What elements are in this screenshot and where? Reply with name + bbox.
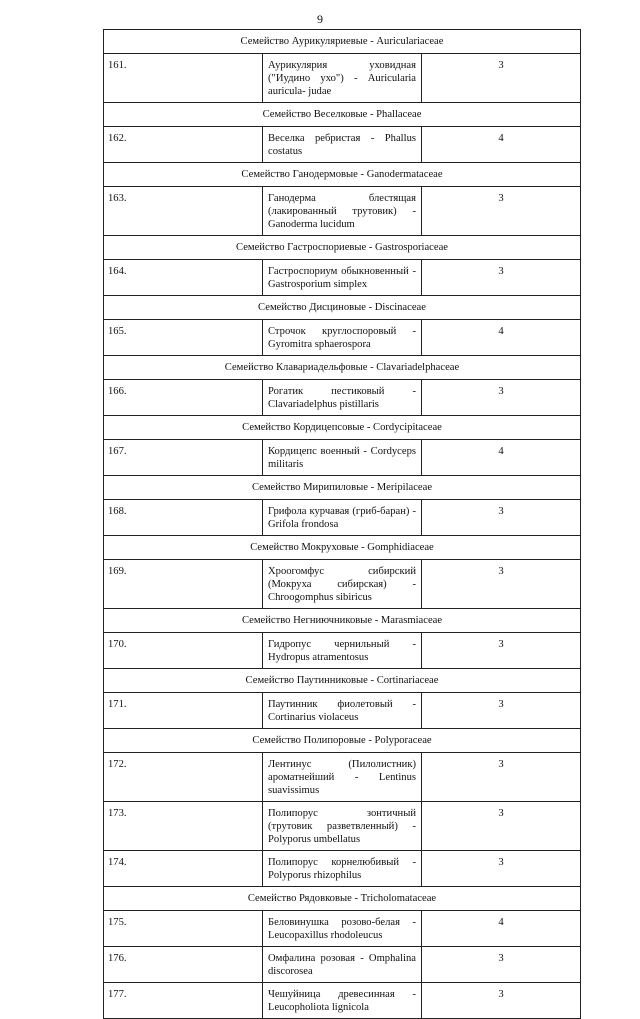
species-number: 163.	[104, 187, 263, 236]
species-name: Ганодерма блестящая (лакированный трутовик) - Ganoderma lucidum	[263, 187, 422, 236]
species-row	[104, 947, 581, 983]
species-category: 3	[422, 753, 581, 802]
species-number: 162.	[104, 127, 263, 163]
family-name: Семейство Рядовковые - Tricholomataceae	[104, 887, 581, 911]
species-category: 3	[422, 693, 581, 729]
family-name: Семейство Мокруховые - Gomphidiaceae	[104, 536, 581, 560]
family-name: Семейство Ганодермовые - Ganodermataceae	[104, 163, 581, 187]
family-header-row	[104, 103, 581, 127]
species-name: Грифола курчавая (гриб-баран) - Grifola frondosa	[263, 500, 422, 536]
species-number: 166.	[104, 380, 263, 416]
family-header-row	[104, 729, 581, 753]
species-category: 3	[422, 54, 581, 103]
species-number: 169.	[104, 560, 263, 609]
species-name: Кордицепс военный - Cordyceps militaris	[263, 440, 422, 476]
family-header-row	[104, 669, 581, 693]
species-table	[103, 29, 581, 1019]
species-category: 4	[422, 911, 581, 947]
species-number: 174.	[104, 851, 263, 887]
family-header-row	[104, 536, 581, 560]
species-name: Веселка ребристая - Phallus costatus	[263, 127, 422, 163]
species-name: Омфалина розовая - Omphalina discorosea	[263, 947, 422, 983]
species-name: Гидропус чернильный - Hydropus atramentosus	[263, 633, 422, 669]
species-number: 168.	[104, 500, 263, 536]
species-name: Строчок круглоспоровый - Gyromitra sphaerospora	[263, 320, 422, 356]
species-category: 3	[422, 500, 581, 536]
species-number: 161.	[104, 54, 263, 103]
species-category: 3	[422, 851, 581, 887]
family-header-row	[104, 30, 581, 54]
family-name: Семейство Полипоровые - Polyporaceae	[104, 729, 581, 753]
species-row	[104, 802, 581, 851]
species-row	[104, 500, 581, 536]
species-row	[104, 911, 581, 947]
species-category: 3	[422, 947, 581, 983]
species-row	[104, 560, 581, 609]
family-name: Семейство Клавариадельфовые - Clavariadelphaceae	[104, 356, 581, 380]
family-header-row	[104, 609, 581, 633]
species-number: 171.	[104, 693, 263, 729]
species-category: 3	[422, 983, 581, 1019]
species-row	[104, 983, 581, 1019]
species-number: 177.	[104, 983, 263, 1019]
species-row	[104, 851, 581, 887]
family-name: Семейство Гастроспориевые - Gastrosporiaceae	[104, 236, 581, 260]
species-number: 165.	[104, 320, 263, 356]
species-number: 172.	[104, 753, 263, 802]
family-header-row	[104, 356, 581, 380]
species-name: Гастроспориум обыкновенный - Gastrosporium simplex	[263, 260, 422, 296]
species-row	[104, 187, 581, 236]
species-name: Аурикулярия уховидная ("Иудино ухо") - Auricularia auricula- judae	[263, 54, 422, 103]
species-number: 176.	[104, 947, 263, 983]
species-category: 3	[422, 380, 581, 416]
species-table-body	[104, 30, 581, 1019]
species-category: 4	[422, 320, 581, 356]
species-name: Хроогомфус сибирский (Мокруха сибирская) - Chroogomphus sibiricus	[263, 560, 422, 609]
species-row	[104, 127, 581, 163]
species-category: 3	[422, 187, 581, 236]
species-row	[104, 320, 581, 356]
species-name: Паутинник фиолетовый - Cortinarius violaceus	[263, 693, 422, 729]
species-row	[104, 753, 581, 802]
species-row	[104, 54, 581, 103]
species-category: 4	[422, 127, 581, 163]
species-row	[104, 633, 581, 669]
species-name: Полипорус зонтичный (трутовик разветвленный) - Polyporus umbellatus	[263, 802, 422, 851]
species-category: 3	[422, 633, 581, 669]
family-name: Семейство Веселковые - Phallaceae	[104, 103, 581, 127]
species-row	[104, 440, 581, 476]
species-row	[104, 380, 581, 416]
family-name: Семейство Мирипиловые - Meripilaceae	[104, 476, 581, 500]
species-number: 170.	[104, 633, 263, 669]
species-row	[104, 693, 581, 729]
species-name: Чешуйница древесинная - Leucopholiota lignicola	[263, 983, 422, 1019]
species-number: 167.	[104, 440, 263, 476]
species-number: 173.	[104, 802, 263, 851]
family-header-row	[104, 887, 581, 911]
family-name: Семейство Аурикуляриевые - Auriculariaceae	[104, 30, 581, 54]
species-category: 3	[422, 560, 581, 609]
species-name: Рогатик пестиковый - Clavariadelphus pistillaris	[263, 380, 422, 416]
species-number: 164.	[104, 260, 263, 296]
family-name: Семейство Паутинниковые - Cortinariaceae	[104, 669, 581, 693]
species-name: Лентинус (Пилолистник) ароматнейший - Lentinus suavissimus	[263, 753, 422, 802]
species-number: 175.	[104, 911, 263, 947]
species-category: 3	[422, 260, 581, 296]
species-category: 4	[422, 440, 581, 476]
species-name: Полипорус корнелюбивый - Polyporus rhizophilus	[263, 851, 422, 887]
family-header-row	[104, 416, 581, 440]
page-number: 9	[317, 12, 323, 26]
family-header-row	[104, 163, 581, 187]
family-name: Семейство Кордицепсовые - Cordycipitaceae	[104, 416, 581, 440]
family-name: Семейство Дисциновые - Discinaceae	[104, 296, 581, 320]
species-row	[104, 260, 581, 296]
family-name: Семейство Негниючниковые - Marasmiaceae	[104, 609, 581, 633]
family-header-row	[104, 236, 581, 260]
species-name: Беловинушка розово-белая - Leucopaxillus rhodoleucus	[263, 911, 422, 947]
family-header-row	[104, 476, 581, 500]
species-category: 3	[422, 802, 581, 851]
family-header-row	[104, 296, 581, 320]
